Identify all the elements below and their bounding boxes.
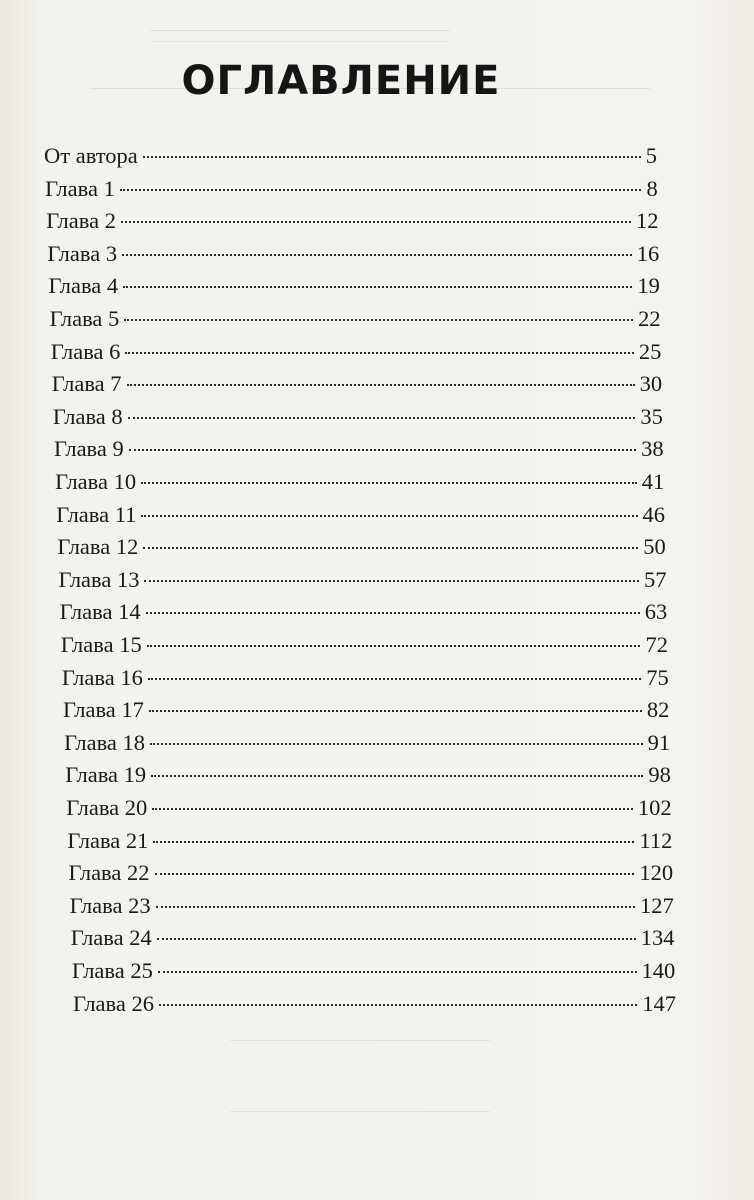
toc-entry-page-number: 147 bbox=[642, 990, 676, 1016]
toc-entry-page-number: 63 bbox=[644, 599, 668, 625]
toc-entry bbox=[69, 856, 674, 889]
dot-leader bbox=[148, 678, 641, 680]
toc-entry-page-number: 82 bbox=[646, 697, 670, 723]
toc-entry-title: Глава 4 bbox=[48, 273, 119, 299]
toc-entry-title: Глава 18 bbox=[64, 729, 146, 755]
toc-entry-page-number: 46 bbox=[642, 501, 666, 527]
toc-entry bbox=[71, 921, 675, 954]
dot-leader bbox=[129, 449, 636, 451]
toc-entry bbox=[55, 465, 664, 498]
toc-entry-title: Глава 9 bbox=[54, 436, 124, 462]
dot-leader bbox=[155, 873, 635, 875]
toc-entry bbox=[53, 400, 663, 433]
toc-entry-title: Глава 21 bbox=[67, 827, 149, 853]
toc-entry-title: Глава 19 bbox=[65, 762, 147, 788]
toc-entry-page-number: 72 bbox=[645, 632, 668, 657]
toc-entry-page-number: 22 bbox=[638, 306, 661, 331]
toc-entry-title: Глава 26 bbox=[73, 990, 154, 1016]
toc-entry bbox=[63, 693, 669, 726]
dot-leader bbox=[123, 286, 632, 288]
toc-entry-page-number: 16 bbox=[636, 240, 660, 266]
dot-leader bbox=[144, 580, 639, 582]
toc-entry-title: Глава 12 bbox=[57, 534, 139, 560]
toc-entry-page-number: 120 bbox=[639, 860, 674, 886]
toc-entry-page-number: 30 bbox=[639, 371, 663, 397]
toc-entry-title: Глава 25 bbox=[71, 958, 153, 983]
toc-entry bbox=[46, 204, 658, 237]
toc-entry bbox=[57, 530, 665, 563]
toc-entry-page-number: 134 bbox=[640, 925, 675, 951]
page-title: ОГЛАВЛЕНИЕ bbox=[181, 58, 501, 104]
toc-entry-page-number: 127 bbox=[640, 892, 674, 918]
toc-entry bbox=[62, 661, 669, 694]
dot-leader bbox=[156, 906, 635, 908]
toc-entry-title: Глава 2 bbox=[46, 208, 116, 234]
toc-entry bbox=[47, 237, 659, 270]
toc-entry-page-number: 140 bbox=[641, 958, 676, 983]
toc-entry bbox=[48, 269, 659, 302]
toc-entry bbox=[51, 335, 662, 368]
toc-entry-page-number: 5 bbox=[645, 143, 657, 168]
toc-entry-title: Глава 20 bbox=[66, 795, 148, 820]
toc-entry bbox=[45, 172, 658, 205]
toc-entry bbox=[61, 628, 668, 661]
toc-entry-title: Глава 7 bbox=[51, 371, 122, 397]
toc-entry-title: Глава 15 bbox=[60, 632, 142, 657]
toc-entry-page-number: 75 bbox=[646, 664, 669, 690]
toc-entry bbox=[59, 563, 667, 596]
toc-entry bbox=[60, 595, 668, 628]
toc-entry-page-number: 112 bbox=[639, 827, 673, 853]
dot-leader bbox=[141, 515, 637, 517]
dot-leader bbox=[143, 547, 638, 549]
toc-entry-title: Глава 13 bbox=[58, 566, 140, 592]
toc-entry bbox=[70, 889, 674, 922]
dot-leader bbox=[127, 384, 635, 386]
dot-leader bbox=[122, 254, 632, 256]
toc-entry-page-number: 12 bbox=[635, 208, 659, 234]
toc-entry bbox=[54, 432, 664, 465]
toc-entry bbox=[65, 758, 671, 791]
dot-leader bbox=[146, 612, 640, 614]
dot-leader bbox=[125, 352, 633, 354]
toc-entry-page-number: 8 bbox=[646, 175, 658, 201]
toc-entry-title: Глава 10 bbox=[55, 469, 137, 494]
dot-leader bbox=[157, 938, 636, 940]
toc-entry bbox=[44, 139, 657, 172]
dot-leader bbox=[150, 743, 643, 745]
toc-entry-title: Глава 5 bbox=[49, 306, 120, 331]
toc-entry-title: Глава 6 bbox=[50, 338, 121, 364]
toc-entry-title: Глава 16 bbox=[61, 664, 143, 690]
toc-entry-title: Глава 8 bbox=[52, 403, 123, 429]
dot-leader bbox=[124, 319, 633, 321]
toc-entry-title: Глава 17 bbox=[62, 697, 144, 723]
toc-entry bbox=[64, 726, 670, 759]
toc-entry bbox=[56, 498, 665, 531]
dot-leader bbox=[143, 156, 641, 158]
toc-entry-page-number: 98 bbox=[648, 762, 671, 788]
toc-entry-page-number: 35 bbox=[640, 403, 663, 429]
dot-leader bbox=[141, 482, 637, 484]
dot-leader bbox=[149, 710, 642, 712]
toc-entry bbox=[66, 791, 671, 824]
dot-leader bbox=[152, 808, 633, 810]
dot-leader bbox=[128, 417, 636, 419]
dot-leader bbox=[121, 221, 631, 223]
toc-entry-title: Глава 3 bbox=[47, 240, 118, 266]
dot-leader bbox=[159, 1004, 637, 1006]
toc-entry-page-number: 38 bbox=[641, 436, 664, 462]
toc-entry-page-number: 102 bbox=[637, 795, 672, 820]
toc-entry-title: Глава 24 bbox=[70, 925, 152, 951]
toc-entry-page-number: 25 bbox=[638, 338, 662, 364]
toc-entry bbox=[73, 987, 676, 1020]
toc-entry-page-number: 91 bbox=[647, 729, 671, 755]
toc-entry-page-number: 57 bbox=[644, 566, 667, 592]
toc-entry-title: Глава 11 bbox=[56, 501, 137, 527]
dot-leader bbox=[147, 645, 641, 647]
toc-entry-title: Глава 14 bbox=[59, 599, 141, 625]
toc-entry bbox=[52, 367, 662, 400]
toc-entry-page-number: 41 bbox=[641, 469, 665, 494]
toc-entry-title: Глава 1 bbox=[45, 175, 115, 201]
toc-entry bbox=[67, 824, 672, 857]
dot-leader bbox=[158, 971, 637, 973]
toc-entry-title: Глава 23 bbox=[69, 892, 151, 918]
dot-leader bbox=[151, 775, 643, 777]
dot-leader bbox=[153, 841, 634, 843]
toc-entry-page-number: 19 bbox=[637, 273, 660, 299]
toc-entry-page-number: 50 bbox=[643, 534, 666, 560]
toc-entry-title: Глава 22 bbox=[68, 860, 150, 886]
toc-entry bbox=[72, 954, 675, 987]
dot-leader bbox=[120, 189, 642, 191]
toc-entry-title: От автора bbox=[44, 143, 138, 168]
toc-entry bbox=[50, 302, 661, 335]
